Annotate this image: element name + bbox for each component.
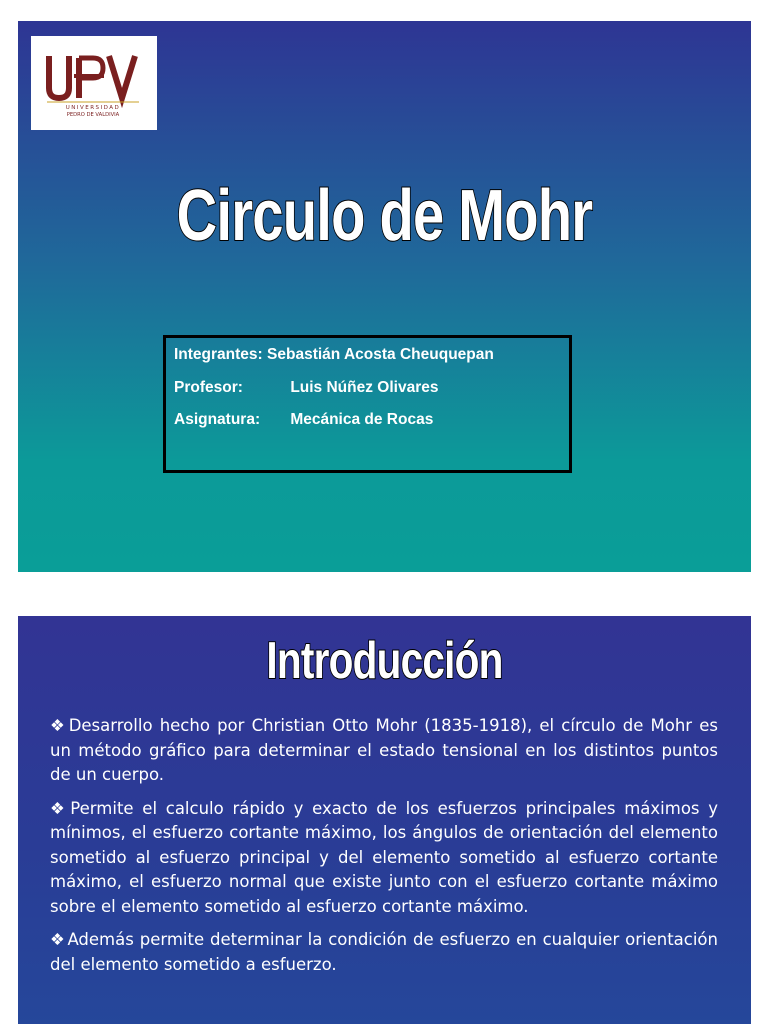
logo-subtitle-1: UNIVERSIDAD (65, 105, 121, 111)
profesor-value: Luis Núñez Olivares (290, 379, 439, 396)
bullet-text: Además permite determinar la condición de esfuerzo en cualquier orientación del elemento sometido a esfuerzo. (50, 930, 718, 974)
diamond-bullet-icon: ❖ (50, 716, 67, 735)
title-slide (18, 21, 751, 572)
bullet-list (50, 714, 718, 986)
diamond-bullet-icon: ❖ (50, 930, 66, 949)
info-box (163, 335, 572, 473)
integrantes-value: Sebastián Acosta Cheuquepan (267, 346, 494, 363)
bullet-item (50, 714, 718, 788)
presentation-title: Circulo de Mohr (176, 176, 593, 256)
profesor-label: Profesor: (174, 379, 243, 396)
logo-subtitle-2: PEDRO DE VALDIVIA (66, 112, 120, 118)
asignatura-row (174, 411, 433, 429)
bullet-item (50, 928, 718, 977)
intro-slide (18, 616, 751, 1024)
bullet-item (50, 797, 718, 920)
integrantes-label: Integrantes: (174, 346, 263, 363)
integrantes-row (174, 346, 494, 364)
intro-title: Introducción (266, 632, 503, 690)
university-logo (31, 36, 157, 130)
bullet-text: Desarrollo hecho por Christian Otto Mohr (1835-1918), el círculo de Mohr es un método gráfico para determinar el estado tensional en los distintos puntos de un cuerpo. (50, 716, 718, 784)
profesor-row (174, 379, 438, 397)
asignatura-label: Asignatura: (174, 411, 261, 428)
upv-logo-icon (31, 36, 157, 130)
bullet-text: Permite el calculo rápido y exacto de los esfuerzos principales máximos y mínimos, el esfuerzo cortante máximo, los ángulos de orientación del elemento sometido al esfuerzo principal y del elemento sometido al esfuerzo cortante máximo, el esfuerzo normal que existe junto con el esfuerzo cortante máximo sobre el elemento sometido al esfuerzo cortante máximo. (50, 798, 718, 916)
diamond-bullet-icon: ❖ (50, 798, 69, 818)
asignatura-value: Mecánica de Rocas (290, 411, 434, 428)
